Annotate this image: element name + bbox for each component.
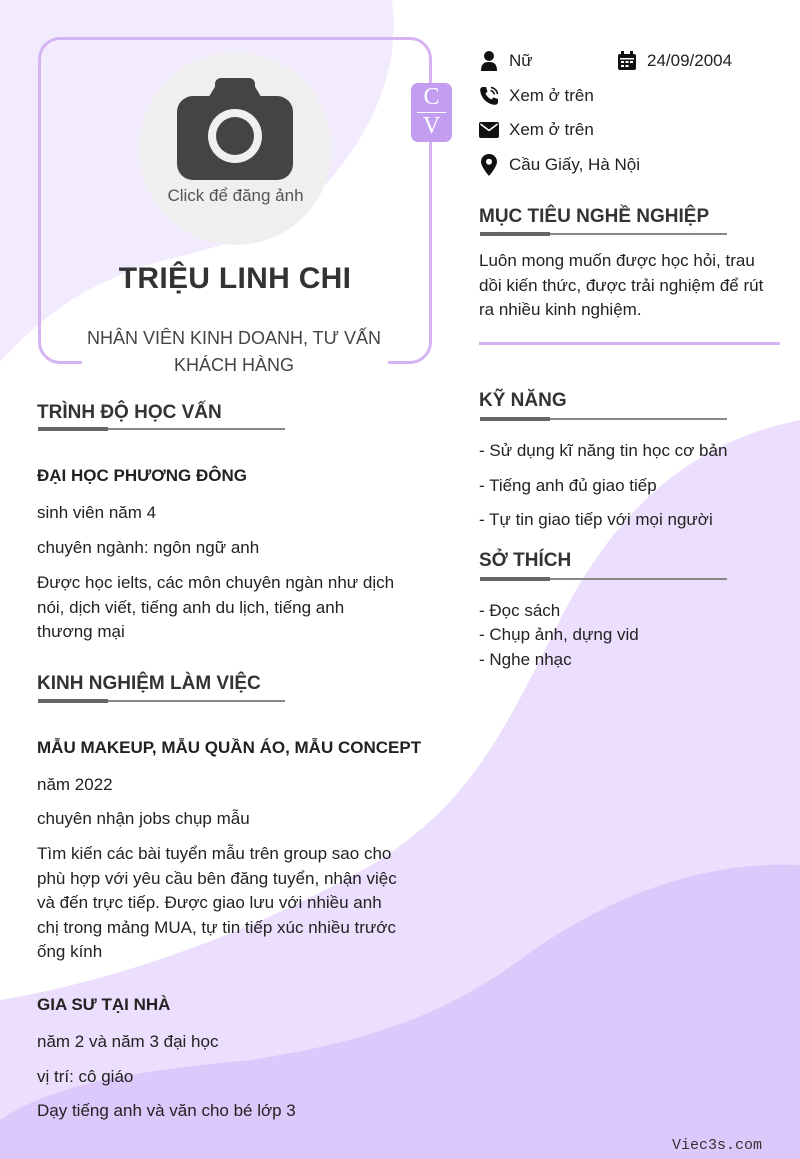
person-icon [478, 50, 500, 72]
job-role: vị trí: cô giáo [37, 1067, 134, 1086]
address-value: Cầu Giấy, Hà Nội [509, 155, 641, 174]
hobbies-heading: SỞ THÍCH [479, 550, 572, 571]
job-title: GIA SƯ TẠI NHÀ [37, 995, 171, 1014]
school-name: ĐẠI HỌC PHƯƠNG ĐÔNG [37, 466, 247, 485]
skill-item: - Sử dụng kĩ năng tin học cơ bản [479, 441, 728, 460]
education-year: sinh viên năm 4 [37, 503, 157, 522]
job-role: chuyên nhận jobs chụp mẫu [37, 809, 250, 828]
phone-row [478, 85, 594, 107]
gender-value: Nữ [509, 51, 533, 70]
email-value: Xem ở trên [509, 120, 594, 139]
education-underline [38, 428, 285, 430]
hobby-item: - Nghe nhạc [479, 650, 572, 669]
experience-underline [38, 700, 285, 702]
hobbies-underline [480, 578, 727, 580]
experience-heading: KINH NGHIỆM LÀM VIỆC [37, 673, 261, 694]
dob-value: 24/09/2004 [647, 51, 733, 70]
skills-heading: KỸ NĂNG [479, 390, 567, 411]
address-row [478, 154, 640, 176]
hobby-item: - Đọc sách [479, 601, 561, 620]
objective-heading: MỤC TIÊU NGHỀ NGHIỆP [479, 206, 710, 227]
email-row [478, 119, 594, 141]
phone-icon [478, 85, 500, 107]
cv-badge-top: C [423, 84, 440, 110]
job-title: NHÂN VIÊN KINH DOANH, TƯ VẤN KHÁCH HÀNG [86, 328, 382, 375]
skills-underline [480, 418, 727, 420]
skill-item: - Tiếng anh đủ giao tiếp [479, 476, 657, 495]
calendar-icon [616, 50, 638, 72]
education-major: chuyên ngành: ngôn ngữ anh [37, 538, 260, 557]
education-description: Được học ielts, các môn chuyên ngàn như dịch nói, dịch viết, tiếng anh du lịch, tiếng anh thương mại [37, 573, 395, 641]
photo-upload[interactable] [139, 52, 332, 245]
dob-row [616, 50, 732, 72]
photo-caption: Click để đăng ảnh [167, 186, 304, 205]
candidate-name: TRIỆU LINH CHI [118, 262, 352, 295]
brand-watermark: Viec3s.com [672, 1137, 763, 1154]
cv-badge-bottom: V [422, 113, 441, 139]
skill-item: - Tự tin giao tiếp với mọi người [479, 510, 713, 529]
job-description: Tìm kiến các bài tuyển mẫu trên group sao cho phù hợp với yêu cầu bên đăng tuyển, nhận việc và đến trực tiếp. Được giao lưu với nhiều anh chị trong mảng MUA, tự tin tiếp xúc nhiều trước ống kính [37, 844, 397, 961]
phone-value: Xem ở trên [509, 86, 594, 105]
objective-text: Luôn mong muốn được học hỏi, trau dồi kiến thức, được trải nghiệm để rút ra nhiều kinh nghiệm. [479, 251, 764, 319]
job-description: Dạy tiếng anh và văn cho bé lớp 3 [37, 1101, 296, 1120]
objective-underline [480, 233, 727, 235]
job-time: năm 2022 [37, 775, 113, 794]
cv-badge [411, 83, 452, 142]
location-pin-icon [478, 154, 500, 176]
education-heading: TRÌNH ĐỘ HỌC VẤN [37, 402, 222, 423]
mail-icon [478, 119, 500, 141]
job-title: MẪU MAKEUP, MẪU QUẦN ÁO, MẪU CONCEPT [37, 738, 422, 757]
job-time: năm 2 và năm 3 đại học [37, 1032, 219, 1051]
gender-row [478, 50, 533, 72]
hobby-item: - Chụp ảnh, dựng vid [479, 625, 639, 644]
section-divider [479, 342, 780, 345]
camera-icon [177, 78, 293, 180]
